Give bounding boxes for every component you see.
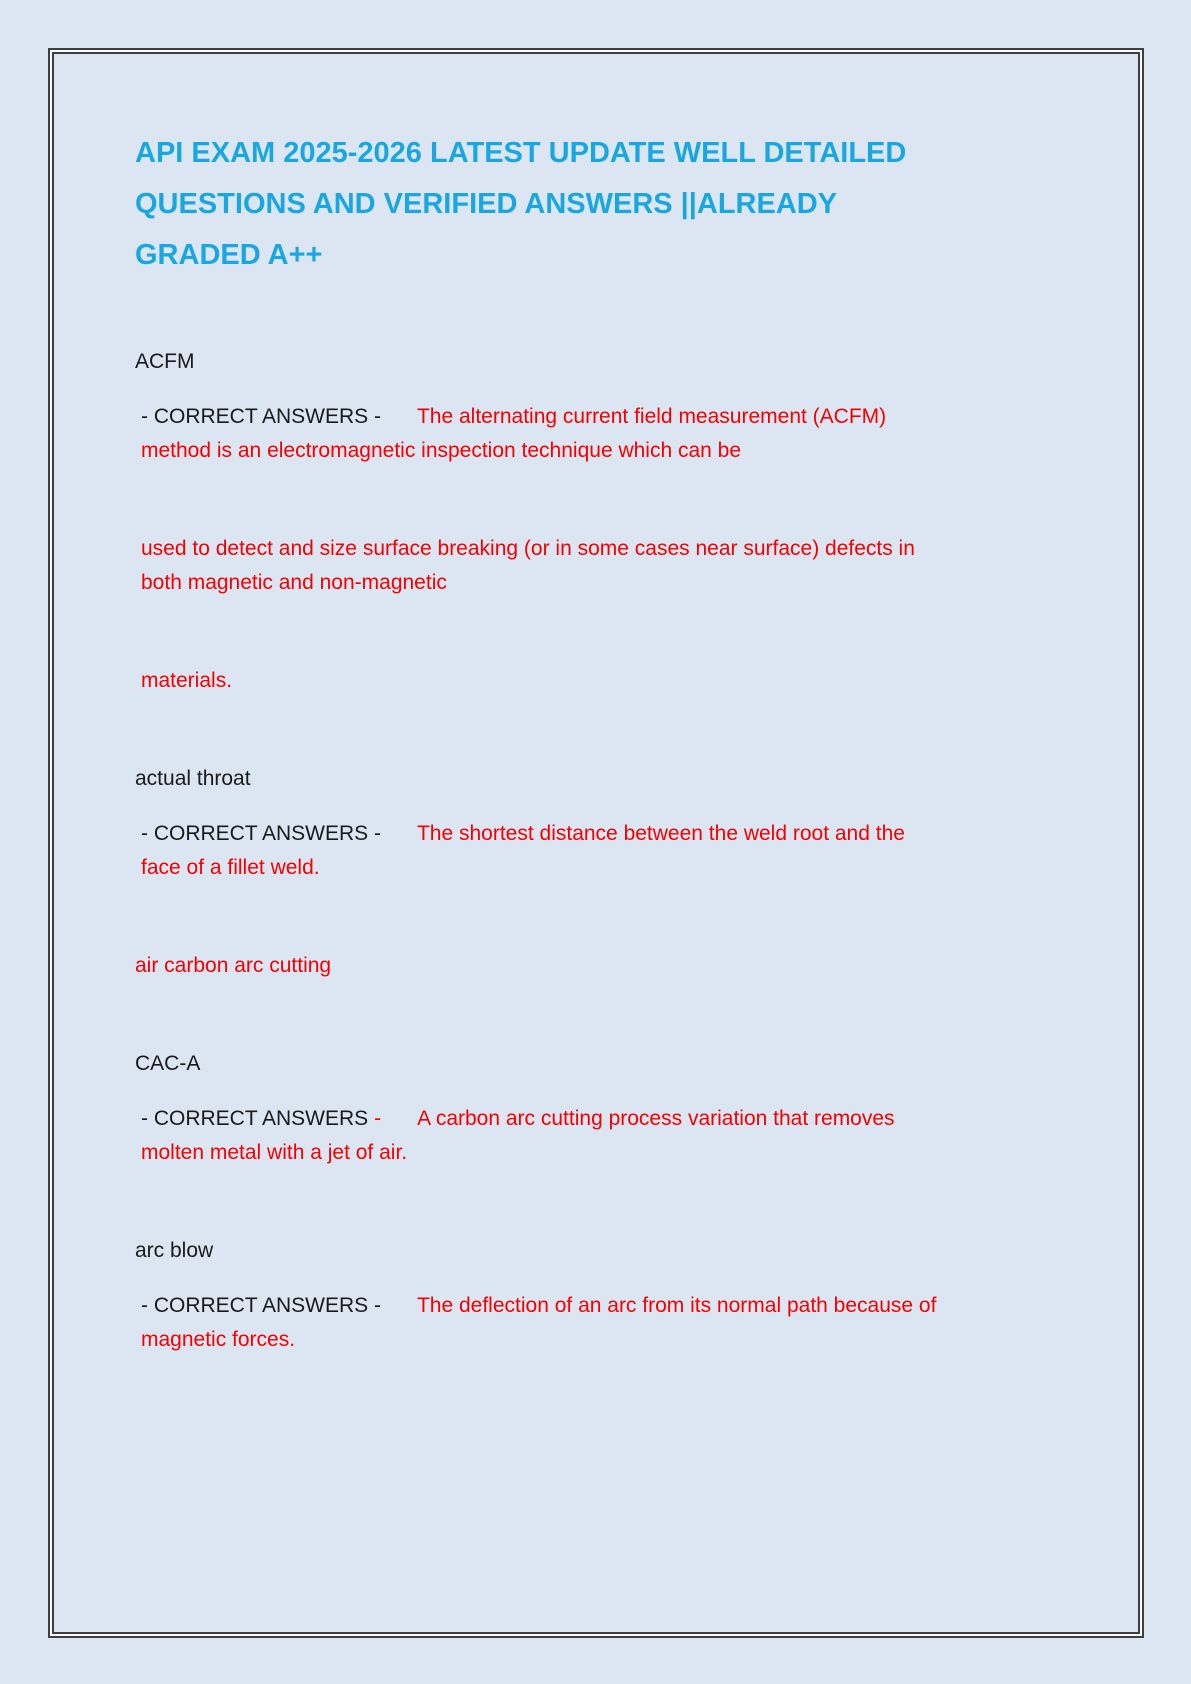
document-title bbox=[135, 128, 1068, 281]
answer-paragraph bbox=[135, 817, 940, 885]
answer-paragraph bbox=[135, 1102, 940, 1170]
correct-answers-marker: - CORRECT ANSWERS - bbox=[141, 822, 381, 845]
qa-list bbox=[135, 345, 940, 1357]
document-title-line: API EXAM 2025-2026 LATEST UPDATE WELL DETAILED bbox=[135, 137, 907, 169]
page-border-frame bbox=[48, 48, 1144, 1638]
qa-item bbox=[135, 345, 940, 698]
answer-text: The alternating current field measurement (ACFM) method is an electromagnetic inspection technique which can be bbox=[141, 405, 887, 462]
answer-text: The shortest distance between the weld root and the face of a fillet weld. bbox=[141, 822, 905, 879]
question-term: ACFM bbox=[135, 350, 195, 373]
question-term: CAC-A bbox=[135, 1052, 201, 1075]
answer-paragraph: materials. bbox=[141, 669, 233, 692]
answer-text: A carbon arc cutting process variation that removes molten metal with a jet of air. bbox=[141, 1107, 895, 1164]
answer-text: The deflection of an arc from its normal path because of magnetic forces. bbox=[141, 1294, 937, 1351]
answer-paragraph bbox=[135, 1289, 940, 1357]
correct-answers-marker: - CORRECT ANSWERS bbox=[141, 1107, 369, 1130]
qa-item bbox=[135, 949, 940, 983]
qa-item bbox=[135, 762, 940, 885]
question-term: actual throat bbox=[135, 767, 251, 790]
answer-paragraph: used to detect and size surface breaking (or in some cases near surface) defects in both magnetic and non-magnetic bbox=[141, 537, 915, 594]
document-title-line: QUESTIONS AND VERIFIED ANSWERS ||ALREADY bbox=[135, 188, 838, 220]
answer-paragraph bbox=[135, 400, 940, 468]
correct-answers-marker: - CORRECT ANSWERS - bbox=[141, 405, 381, 428]
question-term: air carbon arc cutting bbox=[135, 954, 332, 977]
qa-item bbox=[135, 1047, 940, 1170]
document-content bbox=[52, 52, 1140, 1634]
document-title-line: GRADED A++ bbox=[135, 239, 323, 271]
qa-item bbox=[135, 1234, 940, 1357]
question-term: arc blow bbox=[135, 1239, 214, 1262]
correct-answers-marker: - CORRECT ANSWERS - bbox=[141, 1294, 381, 1317]
correct-answers-marker-dash: - bbox=[374, 1107, 382, 1130]
